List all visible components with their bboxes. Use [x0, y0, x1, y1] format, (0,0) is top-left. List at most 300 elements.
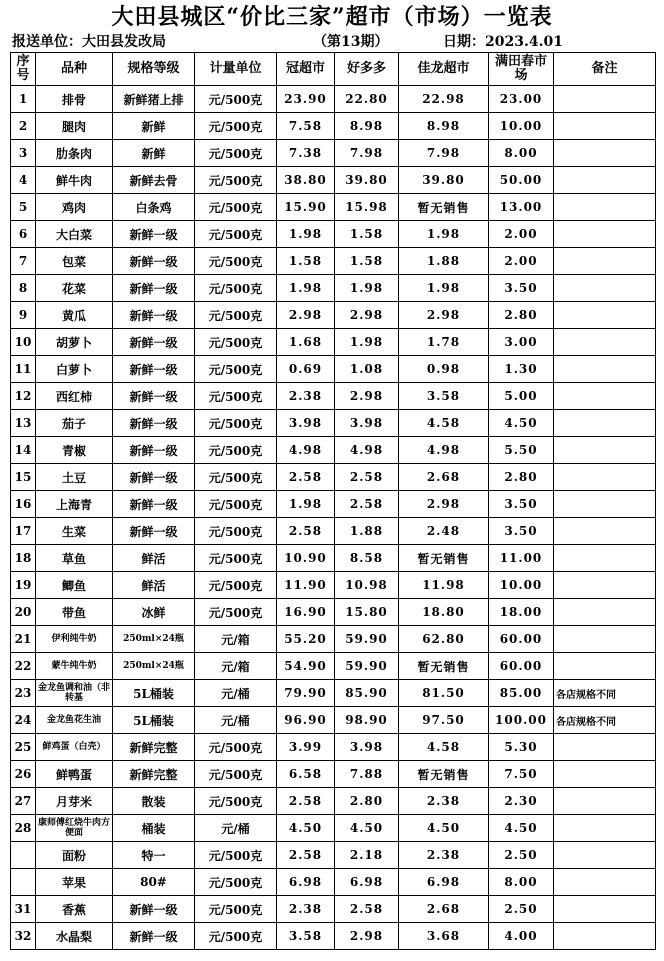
cell-spec: 新鲜一级 [113, 896, 195, 923]
cell-price-store-1: 1.98 [277, 221, 335, 248]
cell-unit: 元/桶 [195, 707, 277, 734]
header-spec: 规格等级 [113, 53, 195, 86]
cell-price-store-1: 3.98 [277, 410, 335, 437]
table-row [11, 788, 656, 815]
cell-price-store-4: 13.00 [489, 194, 554, 221]
cell-note [554, 761, 656, 788]
cell-unit: 元/500克 [195, 761, 277, 788]
table-row [11, 815, 656, 842]
cell-note [554, 626, 656, 653]
cell-name: 带鱼 [36, 599, 113, 626]
cell-note [554, 275, 656, 302]
cell-note [554, 410, 656, 437]
cell-price-store-3: 1.98 [399, 221, 489, 248]
table-row [11, 302, 656, 329]
cell-note [554, 572, 656, 599]
cell-price-store-2: 1.88 [335, 518, 399, 545]
cell-price-store-3: 2.98 [399, 491, 489, 518]
cell-unit: 元/500克 [195, 923, 277, 950]
header-name: 品种 [36, 53, 113, 86]
cell-note [554, 599, 656, 626]
cell-name: 面粉 [36, 842, 113, 869]
table-row [11, 680, 656, 707]
cell-price-store-3: 2.48 [399, 518, 489, 545]
cell-no: 2 [11, 113, 36, 140]
cell-no: 8 [11, 275, 36, 302]
cell-price-store-2: 3.98 [335, 734, 399, 761]
cell-price-store-1: 2.58 [277, 464, 335, 491]
cell-note [554, 653, 656, 680]
cell-price-store-2: 4.50 [335, 815, 399, 842]
cell-unit: 元/500克 [195, 437, 277, 464]
header-no: 序号 [11, 53, 36, 86]
cell-price-store-2: 6.98 [335, 869, 399, 896]
table-row [11, 599, 656, 626]
cell-no: 28 [11, 815, 36, 842]
cell-no: 26 [11, 761, 36, 788]
table-row [11, 356, 656, 383]
cell-no: 22 [11, 653, 36, 680]
cell-note [554, 248, 656, 275]
cell-price-store-2: 2.58 [335, 896, 399, 923]
cell-unit: 元/500克 [195, 383, 277, 410]
cell-spec: 新鲜一级 [113, 518, 195, 545]
cell-price-store-1: 4.50 [277, 815, 335, 842]
cell-price-store-3: 22.98 [399, 86, 489, 113]
cell-name: 鸡肉 [36, 194, 113, 221]
cell-price-store-3: 1.88 [399, 248, 489, 275]
cell-spec: 散装 [113, 788, 195, 815]
cell-unit: 元/500克 [195, 464, 277, 491]
cell-unit: 元/500克 [195, 788, 277, 815]
cell-price-store-2: 2.58 [335, 464, 399, 491]
cell-note [554, 113, 656, 140]
cell-spec: 新鲜 [113, 140, 195, 167]
cell-no: 4 [11, 167, 36, 194]
table-row [11, 545, 656, 572]
cell-name: 苹果 [36, 869, 113, 896]
cell-price-store-4: 18.00 [489, 599, 554, 626]
table-row [11, 842, 656, 869]
cell-price-store-3: 2.68 [399, 464, 489, 491]
cell-unit: 元/箱 [195, 626, 277, 653]
cell-price-store-1: 15.90 [277, 194, 335, 221]
cell-price-store-2: 2.98 [335, 923, 399, 950]
cell-no [11, 869, 36, 896]
cell-spec: 新鲜一级 [113, 491, 195, 518]
cell-price-store-4: 7.50 [489, 761, 554, 788]
cell-unit: 元/500克 [195, 356, 277, 383]
cell-name: 肋条肉 [36, 140, 113, 167]
cell-price-store-2: 22.80 [335, 86, 399, 113]
cell-price-store-4: 2.00 [489, 221, 554, 248]
cell-price-store-1: 1.58 [277, 248, 335, 275]
cell-no [11, 842, 36, 869]
cell-price-store-2: 15.80 [335, 599, 399, 626]
cell-price-store-2: 2.98 [335, 302, 399, 329]
cell-note [554, 491, 656, 518]
cell-price-store-1: 2.58 [277, 788, 335, 815]
report-unit: 报送单位：大田县发改局 [12, 34, 166, 50]
cell-name: 香蕉 [36, 896, 113, 923]
cell-name: 金龙鱼调和油（非转基 [36, 680, 113, 707]
header-store-3: 佳龙超市 [399, 53, 489, 86]
cell-price-store-2: 59.90 [335, 626, 399, 653]
cell-price-store-4: 50.00 [489, 167, 554, 194]
cell-spec: 冰鲜 [113, 599, 195, 626]
cell-price-store-3: 62.80 [399, 626, 489, 653]
cell-spec: 新鲜完整 [113, 734, 195, 761]
cell-price-store-1: 2.58 [277, 518, 335, 545]
cell-price-store-1: 1.98 [277, 491, 335, 518]
price-table [10, 52, 656, 950]
table-row [11, 383, 656, 410]
cell-spec: 新鲜一级 [113, 923, 195, 950]
cell-price-store-2: 1.98 [335, 329, 399, 356]
table-row [11, 464, 656, 491]
cell-name: 腿肉 [36, 113, 113, 140]
cell-price-store-1: 2.58 [277, 842, 335, 869]
table-row [11, 140, 656, 167]
cell-no: 17 [11, 518, 36, 545]
cell-unit: 元/桶 [195, 680, 277, 707]
cell-price-store-2: 85.90 [335, 680, 399, 707]
cell-name: 金龙鱼花生油 [36, 707, 113, 734]
cell-price-store-4: 2.50 [489, 896, 554, 923]
cell-name: 鲫鱼 [36, 572, 113, 599]
cell-unit: 元/500克 [195, 275, 277, 302]
table-row [11, 167, 656, 194]
cell-price-store-1: 55.20 [277, 626, 335, 653]
cell-note [554, 140, 656, 167]
cell-price-store-2: 2.80 [335, 788, 399, 815]
cell-name: 生菜 [36, 518, 113, 545]
cell-price-store-4: 2.50 [489, 842, 554, 869]
cell-price-store-4: 3.50 [489, 518, 554, 545]
table-row [11, 923, 656, 950]
cell-spec: 新鲜去骨 [113, 167, 195, 194]
cell-price-store-3: 暂无销售 [399, 545, 489, 572]
cell-price-store-1: 54.90 [277, 653, 335, 680]
cell-price-store-4: 10.00 [489, 572, 554, 599]
price-table-area [0, 52, 664, 961]
cell-no: 27 [11, 788, 36, 815]
table-row [11, 734, 656, 761]
cell-price-store-3: 3.68 [399, 923, 489, 950]
cell-no: 32 [11, 923, 36, 950]
cell-price-store-4: 3.50 [489, 275, 554, 302]
cell-name: 伊利纯牛奶 [36, 626, 113, 653]
cell-price-store-3: 2.38 [399, 842, 489, 869]
cell-no: 15 [11, 464, 36, 491]
cell-name: 草鱼 [36, 545, 113, 572]
cell-note [554, 383, 656, 410]
cell-price-store-2: 4.98 [335, 437, 399, 464]
cell-spec: 桶装 [113, 815, 195, 842]
cell-price-store-3: 4.58 [399, 734, 489, 761]
cell-price-store-2: 8.98 [335, 113, 399, 140]
cell-unit: 元/500克 [195, 140, 277, 167]
cell-note: 各店规格不同 [554, 680, 656, 707]
cell-no: 31 [11, 896, 36, 923]
cell-unit: 元/500克 [195, 491, 277, 518]
cell-price-store-2: 8.58 [335, 545, 399, 572]
cell-note [554, 788, 656, 815]
cell-price-store-1: 2.38 [277, 896, 335, 923]
cell-spec: 新鲜一级 [113, 356, 195, 383]
cell-price-store-3: 6.98 [399, 869, 489, 896]
cell-spec: 新鲜一级 [113, 437, 195, 464]
cell-no: 19 [11, 572, 36, 599]
table-header-row [11, 53, 656, 86]
cell-spec: 新鲜一级 [113, 329, 195, 356]
cell-price-store-3: 2.98 [399, 302, 489, 329]
cell-spec: 新鲜一级 [113, 221, 195, 248]
header-note: 备注 [554, 53, 656, 86]
cell-price-store-3: 11.98 [399, 572, 489, 599]
cell-unit: 元/500克 [195, 734, 277, 761]
table-row [11, 113, 656, 140]
table-row [11, 491, 656, 518]
cell-name: 黄瓜 [36, 302, 113, 329]
table-row [11, 896, 656, 923]
table-row [11, 275, 656, 302]
cell-note [554, 221, 656, 248]
cell-price-store-4: 5.50 [489, 437, 554, 464]
cell-note [554, 842, 656, 869]
cell-no: 5 [11, 194, 36, 221]
cell-spec: 新鲜 [113, 113, 195, 140]
cell-no: 13 [11, 410, 36, 437]
cell-note [554, 923, 656, 950]
cell-price-store-2: 3.98 [335, 410, 399, 437]
issue-number: （第13期） [313, 34, 389, 50]
cell-no: 14 [11, 437, 36, 464]
cell-price-store-4: 3.50 [489, 491, 554, 518]
cell-price-store-4: 3.00 [489, 329, 554, 356]
cell-no: 1 [11, 86, 36, 113]
cell-name: 上海青 [36, 491, 113, 518]
cell-spec: 新鲜一级 [113, 248, 195, 275]
cell-price-store-1: 7.58 [277, 113, 335, 140]
cell-name: 月芽米 [36, 788, 113, 815]
cell-name: 土豆 [36, 464, 113, 491]
page-title: 大田县城区“价比三家”超市（市场）一览表 [111, 4, 553, 30]
cell-name: 康师傅红烧牛肉方便面 [36, 815, 113, 842]
cell-price-store-4: 4.50 [489, 410, 554, 437]
cell-spec: 新鲜一级 [113, 464, 195, 491]
cell-price-store-3: 8.98 [399, 113, 489, 140]
cell-name: 西红柿 [36, 383, 113, 410]
cell-price-store-4: 4.00 [489, 923, 554, 950]
table-row [11, 518, 656, 545]
cell-price-store-3: 4.50 [399, 815, 489, 842]
cell-name: 花菜 [36, 275, 113, 302]
cell-price-store-4: 85.00 [489, 680, 554, 707]
table-row [11, 437, 656, 464]
cell-spec: 250ml×24瓶 [113, 653, 195, 680]
cell-price-store-1: 11.90 [277, 572, 335, 599]
cell-unit: 元/500克 [195, 410, 277, 437]
cell-price-store-3: 2.68 [399, 896, 489, 923]
cell-note [554, 356, 656, 383]
cell-price-store-1: 1.98 [277, 275, 335, 302]
cell-price-store-1: 6.58 [277, 761, 335, 788]
cell-price-store-4: 8.00 [489, 140, 554, 167]
cell-unit: 元/500克 [195, 869, 277, 896]
cell-no: 18 [11, 545, 36, 572]
cell-price-store-4: 11.00 [489, 545, 554, 572]
cell-price-store-4: 8.00 [489, 869, 554, 896]
cell-unit: 元/500克 [195, 194, 277, 221]
cell-price-store-3: 暂无销售 [399, 761, 489, 788]
cell-no: 25 [11, 734, 36, 761]
cell-unit: 元/箱 [195, 653, 277, 680]
header-store-4: 满田春市场 [489, 53, 554, 86]
cell-spec: 80# [113, 869, 195, 896]
cell-name: 包菜 [36, 248, 113, 275]
cell-price-store-1: 3.99 [277, 734, 335, 761]
cell-name: 水晶梨 [36, 923, 113, 950]
cell-note [554, 464, 656, 491]
cell-unit: 元/500克 [195, 329, 277, 356]
cell-spec: 鲜活 [113, 572, 195, 599]
cell-unit: 元/500克 [195, 518, 277, 545]
cell-no: 7 [11, 248, 36, 275]
cell-price-store-4: 2.00 [489, 248, 554, 275]
cell-spec: 白条鸡 [113, 194, 195, 221]
cell-note [554, 518, 656, 545]
cell-name: 鲜牛肉 [36, 167, 113, 194]
cell-price-store-3: 2.38 [399, 788, 489, 815]
cell-price-store-2: 2.18 [335, 842, 399, 869]
cell-price-store-4: 2.80 [489, 302, 554, 329]
header-store-2: 好多多 [335, 53, 399, 86]
cell-note [554, 86, 656, 113]
cell-spec: 新鲜完整 [113, 761, 195, 788]
cell-no: 3 [11, 140, 36, 167]
report-date: 日期：2023.4.01 [443, 34, 563, 50]
cell-price-store-2: 39.80 [335, 167, 399, 194]
cell-unit: 元/500克 [195, 302, 277, 329]
cell-price-store-3: 81.50 [399, 680, 489, 707]
cell-price-store-1: 79.90 [277, 680, 335, 707]
cell-price-store-2: 1.08 [335, 356, 399, 383]
cell-spec: 特一 [113, 842, 195, 869]
table-row [11, 410, 656, 437]
cell-price-store-2: 1.98 [335, 275, 399, 302]
cell-note [554, 302, 656, 329]
table-row [11, 572, 656, 599]
cell-unit: 元/500克 [195, 221, 277, 248]
header-store-1: 冠超市 [277, 53, 335, 86]
cell-price-store-3: 4.98 [399, 437, 489, 464]
cell-name: 排骨 [36, 86, 113, 113]
cell-unit: 元/桶 [195, 815, 277, 842]
cell-note: 各店规格不同 [554, 707, 656, 734]
cell-price-store-1: 7.38 [277, 140, 335, 167]
cell-price-store-1: 10.90 [277, 545, 335, 572]
cell-unit: 元/500克 [195, 167, 277, 194]
cell-price-store-4: 5.00 [489, 383, 554, 410]
cell-price-store-4: 2.30 [489, 788, 554, 815]
cell-price-store-1: 4.98 [277, 437, 335, 464]
cell-spec: 鲜活 [113, 545, 195, 572]
cell-no: 16 [11, 491, 36, 518]
cell-spec: 250ml×24瓶 [113, 626, 195, 653]
cell-note [554, 734, 656, 761]
cell-price-store-1: 1.68 [277, 329, 335, 356]
cell-no: 20 [11, 599, 36, 626]
cell-price-store-1: 2.38 [277, 383, 335, 410]
cell-no: 6 [11, 221, 36, 248]
cell-price-store-4: 5.30 [489, 734, 554, 761]
cell-no: 10 [11, 329, 36, 356]
cell-note [554, 815, 656, 842]
cell-price-store-3: 暂无销售 [399, 653, 489, 680]
cell-price-store-2: 2.98 [335, 383, 399, 410]
cell-spec: 5L桶装 [113, 680, 195, 707]
table-row [11, 626, 656, 653]
cell-price-store-2: 98.90 [335, 707, 399, 734]
cell-name: 鲜鸭蛋 [36, 761, 113, 788]
cell-name: 茄子 [36, 410, 113, 437]
table-row [11, 221, 656, 248]
cell-unit: 元/500克 [195, 896, 277, 923]
cell-name: 胡萝卜 [36, 329, 113, 356]
header-unit: 计量单位 [195, 53, 277, 86]
cell-note [554, 167, 656, 194]
cell-name: 白萝卜 [36, 356, 113, 383]
cell-no: 23 [11, 680, 36, 707]
cell-price-store-4: 60.00 [489, 653, 554, 680]
table-row [11, 248, 656, 275]
table-row [11, 653, 656, 680]
cell-spec: 5L桶装 [113, 707, 195, 734]
cell-price-store-4: 23.00 [489, 86, 554, 113]
cell-no: 12 [11, 383, 36, 410]
cell-price-store-3: 3.58 [399, 383, 489, 410]
cell-unit: 元/500克 [195, 545, 277, 572]
cell-price-store-3: 1.98 [399, 275, 489, 302]
cell-spec: 新鲜猪上排 [113, 86, 195, 113]
cell-price-store-1: 96.90 [277, 707, 335, 734]
cell-price-store-1: 6.98 [277, 869, 335, 896]
cell-price-store-3: 0.98 [399, 356, 489, 383]
cell-price-store-3: 97.50 [399, 707, 489, 734]
cell-price-store-4: 60.00 [489, 626, 554, 653]
table-row [11, 86, 656, 113]
cell-price-store-2: 59.90 [335, 653, 399, 680]
cell-price-store-4: 10.00 [489, 113, 554, 140]
cell-price-store-3: 39.80 [399, 167, 489, 194]
cell-no: 24 [11, 707, 36, 734]
cell-price-store-3: 18.80 [399, 599, 489, 626]
cell-price-store-1: 16.90 [277, 599, 335, 626]
cell-price-store-4: 1.30 [489, 356, 554, 383]
cell-unit: 元/500克 [195, 248, 277, 275]
table-row [11, 869, 656, 896]
cell-name: 蒙牛纯牛奶 [36, 653, 113, 680]
cell-unit: 元/500克 [195, 599, 277, 626]
cell-price-store-4: 100.00 [489, 707, 554, 734]
cell-price-store-2: 1.58 [335, 248, 399, 275]
cell-note [554, 545, 656, 572]
cell-price-store-2: 1.58 [335, 221, 399, 248]
cell-note [554, 896, 656, 923]
cell-price-store-4: 2.80 [489, 464, 554, 491]
cell-note [554, 194, 656, 221]
